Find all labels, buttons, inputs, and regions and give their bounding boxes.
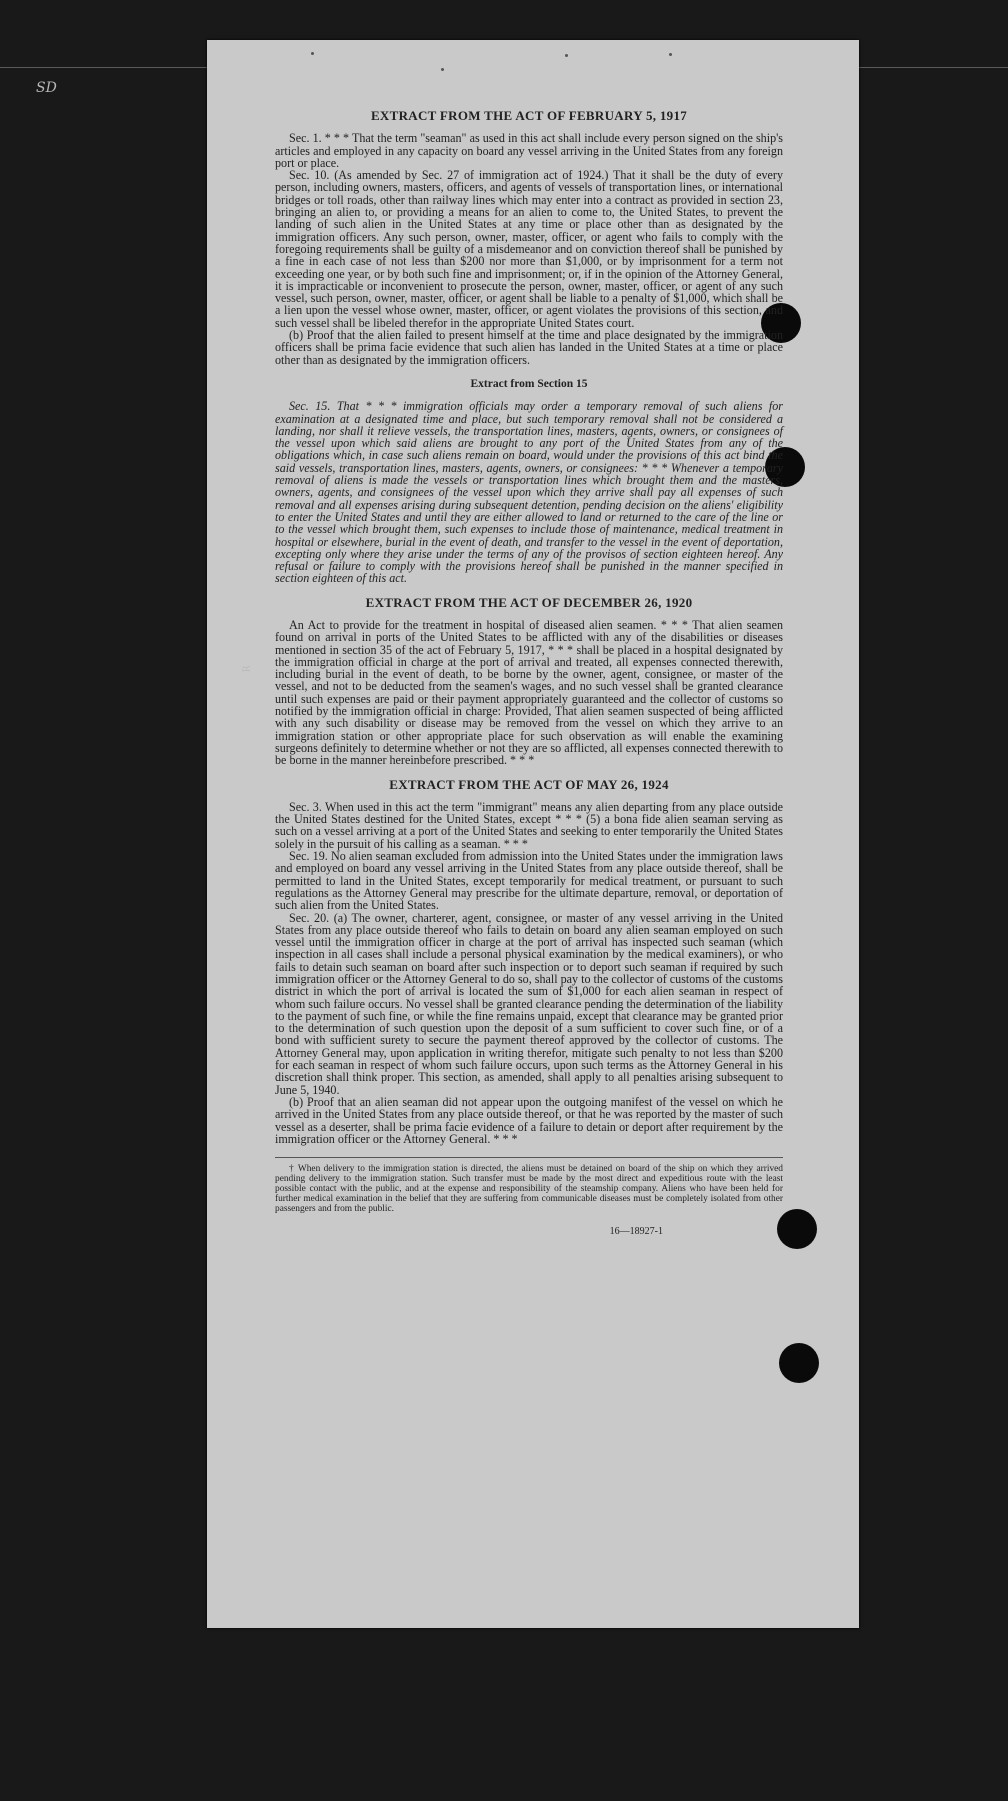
- paragraph: Sec. 3. When used in this act the term "immigrant" means any alien departing from any place outside the United States destined for the United States, except * * * (5) a bona fide alien seaman serving as such on a vessel arriving at a port of the United States and seeking to enter temporarily the United States solely in the pursuit of his calling as a seaman. * * *: [275, 799, 783, 851]
- section-heading: EXTRACT FROM THE ACT OF FEBRUARY 5, 1917: [370, 108, 688, 123]
- speck: [441, 68, 444, 71]
- margin-mark: R: [242, 665, 253, 673]
- section-act-may-1924: [275, 776, 783, 1146]
- speck: [565, 54, 568, 57]
- footnote-text: † When delivery to the immigration station is directed, the aliens must be detained on board of the ship on which they arrived pending delivery to the immigration station. Such transfer must be made by the most direct and expeditious route with the least possible contact with the public, and at the expense and responsibility of the steamship company. Aliens who have been held for further medical examination in the belief that they are suffering from communicable diseases must be completely isolated from other passengers and from the public.: [275, 1164, 783, 1215]
- paragraph: Sec. 1. * * * That the term "seaman" as used in this act shall include every person signed on the ship's articles and employed in any capacity on board any vessel arriving in the United States from any foreign port or place.: [275, 131, 783, 170]
- punch-hole: [779, 1343, 819, 1383]
- paragraph: Sec. 15. That * * * immigration officials may order a temporary removal of such aliens for examination at a designated time and place, but such temporary removal shall not be considered a landing, nor shall it relieve vessels, the transportation lines, masters, agents, owners, or consignees of the vessel upon which said aliens are brought to any port of the United States from any of the obligations which, in case such aliens remain on board, would under the provisions of this act bind the said vessels, transportation lines, masters, agents, owners, or consignees: * * * Whenever a temporary removal of aliens is made the vessels or transportation lines which brought them and the masters, owners, agents, and consignees of the vessel upon which they arrive shall pay all expenses of such removal and all expenses arising during subsequent detention, pending decision on the aliens' eligibility to enter the United States and until they are either allowed to land or returned to the care of the line or to the vessel which brought them, such expenses to include those of maintenance, medical treatment in hospital or elsewhere, burial in the event of death, and transfer to the vessel in the event of deportation, excepting only where they arise under the terms of any of the provisos of section eighteen hereof. Any refusal or failure to comply with the provisions hereof shall be punished in the manner specified in section eighteen of this act.: [275, 399, 783, 586]
- footnote: [275, 1157, 783, 1214]
- document-page: [207, 40, 859, 1628]
- handwritten-initials: SD: [36, 80, 57, 96]
- paragraph: (b) Proof that the alien failed to present himself at the time and place designated by the immigration officers shall be prima facie evidence that such alien has landed in the United States at a time or place other than as designated by the immigration officers.: [275, 328, 783, 367]
- section-heading: EXTRACT FROM THE ACT OF DECEMBER 26, 1920: [365, 594, 693, 610]
- document-body: [275, 110, 783, 1238]
- punch-hole: [777, 1209, 817, 1249]
- form-number: 16—18927-1: [609, 1226, 663, 1238]
- section-act-dec-1920: [275, 594, 783, 768]
- paragraph: Sec. 20. (a) The owner, charterer, agent, consignee, or master of any vessel arriving in the United States from any place outside thereof who fails to detain on board any alien seaman employed on such vessel until the immigration officer in charge at the port of arrival has inspected such seaman (which inspection in all cases shall include a personal physical examination by the medical examiners), or who fails to detain such seaman on board after such inspection or to deport such seaman if required by such immigration officer or the Attorney General to do so, shall pay to the collector of customs of the customs district in which the port of arrival is located the sum of $1,000 for each alien seaman in respect of whom such failure occurs. No vessel shall be granted clearance pending the determination of the liability to the payment of such fine, or while the fine remains unpaid, except that clearance may be granted prior to the determination of such question upon the deposit of a sum sufficient to cover such fine, or of a bond with sufficient surety to secure the payment thereof approved by the collector of customs. The Attorney General may, upon application in writing therefor, mitigate such penalty to not less than $200 for each seaman in respect of whom such failure occurs, upon such terms as the Attorney General in his discretion shall think proper. This section, as amended, shall apply to all penalties arising subsequent to June 5, 1940.: [275, 910, 783, 1097]
- section-extract-15: [275, 378, 783, 585]
- section-heading: Extract from Section 15: [470, 377, 588, 390]
- speck: [311, 52, 314, 55]
- paragraph: (b) Proof that an alien seaman did not appear upon the outgoing manifest of the vessel on which he arrived in the United States from any place outside thereof, or that he was reported by the master of such vessel as a deserter, shall be prima facie evidence of a failure to detain or deport after requirement by the immigration officer or the Attorney General. * * *: [275, 1094, 783, 1146]
- section-heading: EXTRACT FROM THE ACT OF MAY 26, 1924: [389, 776, 669, 792]
- section-act-feb-1917: [275, 110, 783, 366]
- paragraph: Sec. 10. (As amended by Sec. 27 of immigration act of 1924.) That it shall be the duty of every person, including owners, masters, officers, and agents of vessels of transportation lines, or international bridges or toll roads, other than railway lines which may enter into a contract as provided in section 23, bringing an alien to, or providing a means for an alien to come to, the United States, to prevent the landing of such alien in the United States at any time or place other than as designated by the immigration officers. Any such person, owner, master, officer, or agent who fails to comply with the foregoing requirements shall be guilty of a misdemeanor and on conviction thereof shall be punished by a fine in each case of not less than $200 nor more than $1,000, or by imprisonment for a term not exceeding one year, or by both such fine and imprisonment; or, if in the opinion of the Attorney General, it is impracticable or inconvenient to prosecute the person, owner, master, officer, or agent of any such vessel, such person, owner, master, officer, or agent shall be liable to a penalty of $1,000, which shall be a lien upon the vessel whose owner, master, officer, or agent violates the provisions of this section, and such vessel shall be libeled therefor in the appropriate United States court.: [275, 168, 783, 330]
- paragraph: An Act to provide for the treatment in hospital of diseased alien seamen. * * * That alien seamen found on arrival in ports of the United States to be afflicted with any of the disabilities or diseases mentioned in section 35 of the act of February 5, 1917, * * * shall be placed in a hospital designated by the immigration official in charge at the port of arrival and treated, all expenses connected therewith, including burial in the event of death, to be borne by the owner, agent, consignee, or master of the vessel, and not to be deducted from the seamen's wages, and no such vessel shall be granted clearance until such expenses are paid or their payment appropriately guaranteed and the collector of customs so notified by the immigration official in charge: Provided, That alien seamen suspected of being afflicted with any such disability or disease may be removed from the vessel on which they arrive to an immigration station or other appropriate place for such observation as will enable the examining surgeons definitely to determine whether or not they are so afflicted, all expenses connected therewith to be borne in the manner hereinbefore prescribed. * * *: [275, 617, 783, 768]
- speck: [669, 53, 672, 56]
- paragraph: Sec. 19. No alien seaman excluded from admission into the United States under the immigration laws and employed on board any vessel arriving in the United States from any place outside thereof, shall be permitted to land in the United States, except temporarily for medical treatment, or pursuant to such regulations as the Attorney General may prescribe for the ultimate departure, removal, or deportation of such alien from the United States.: [275, 849, 783, 913]
